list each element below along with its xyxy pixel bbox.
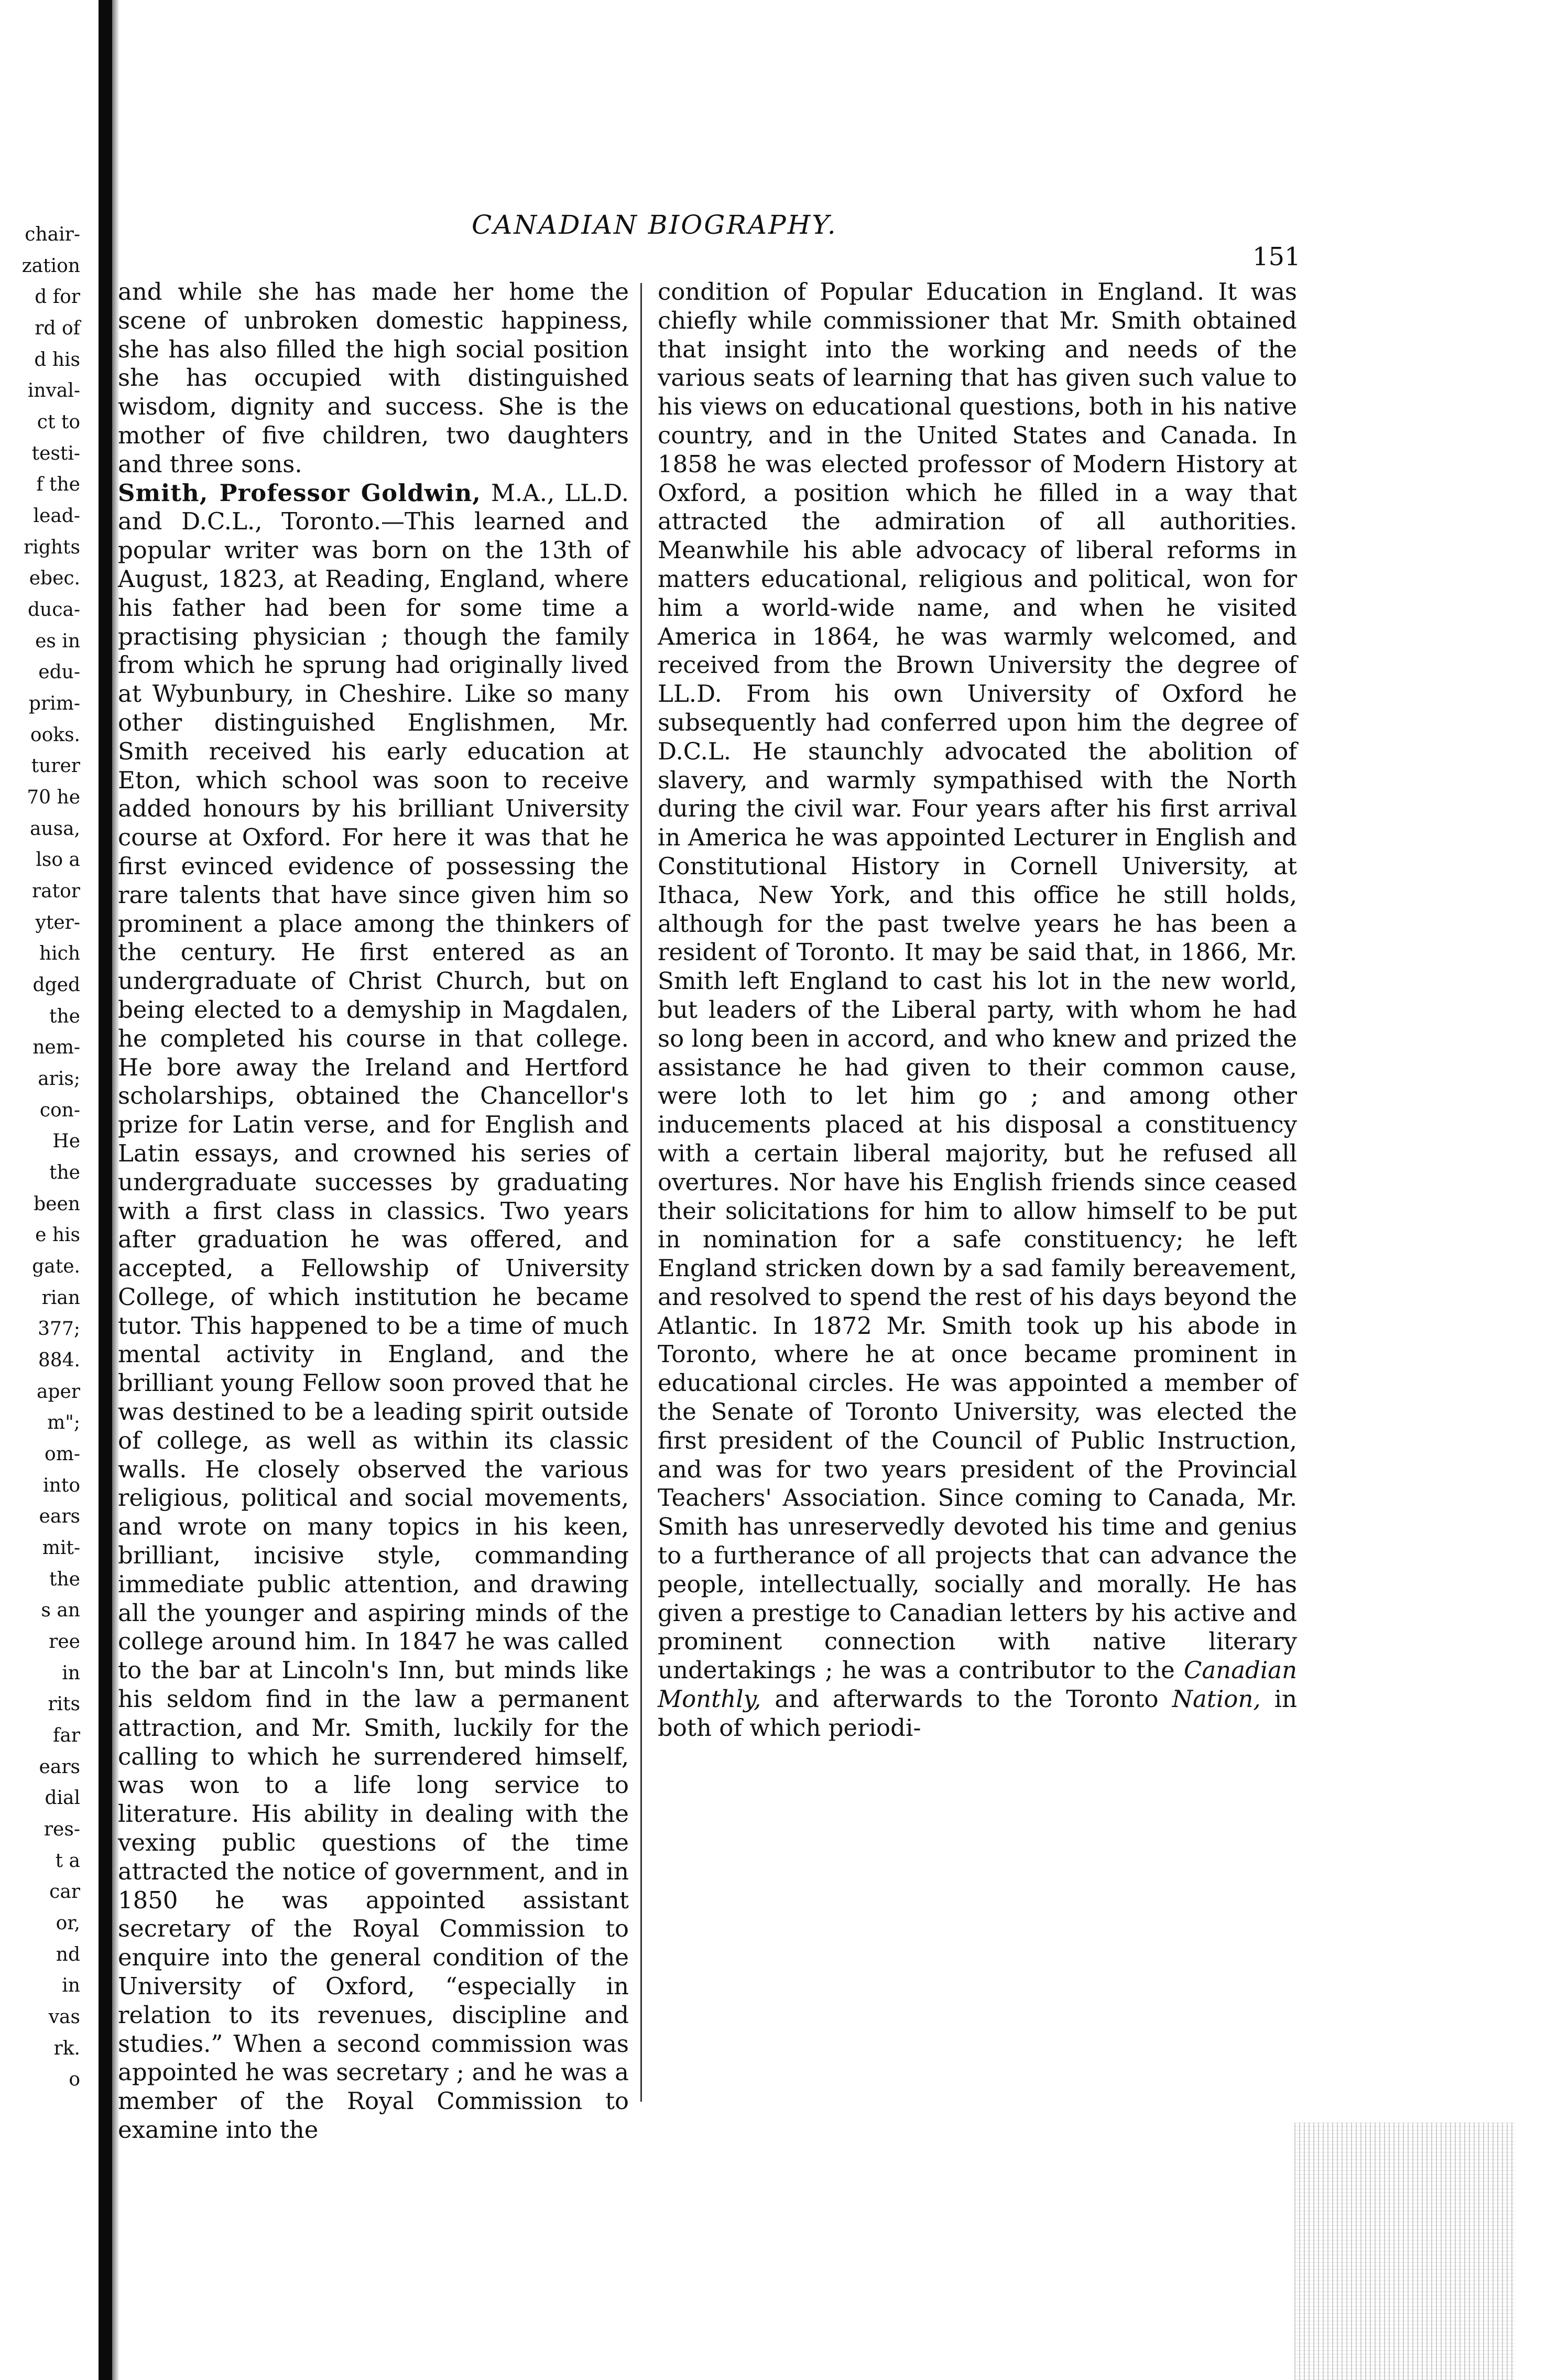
facing-page-line: He bbox=[52, 1131, 80, 1152]
facing-page-line: ree bbox=[49, 1631, 80, 1653]
facing-page-line: ct to bbox=[37, 411, 80, 433]
facing-page-line: f the bbox=[36, 474, 80, 495]
facing-page-line: the bbox=[49, 1569, 80, 1590]
facing-page-line: t a bbox=[55, 1850, 80, 1872]
facing-page-line: mit- bbox=[42, 1537, 80, 1559]
binding-gutter bbox=[99, 0, 112, 2380]
facing-page-line: in bbox=[62, 1662, 80, 1684]
facing-page-line: rits bbox=[48, 1693, 80, 1715]
facing-page-line: 70 he bbox=[27, 787, 80, 808]
right-column bbox=[658, 278, 1297, 2149]
facing-page-line: the bbox=[49, 1162, 80, 1183]
column-divider bbox=[640, 283, 642, 2102]
italic-title: Canadian Monthly, bbox=[658, 1656, 1297, 1713]
entry-text: M.A., LL.D. and D.C.L., Toronto.—This learned and popular writer was born on the 13th of August, 1823, at Reading, England, where his father had been for some time a practising physician ; though the family from which he sprung had originally lived at Wybunbury, in Cheshire. Like so many other distinguished Englishmen, Mr. Smith received his early education at Eton, which school was soon to receive added honours by his brilliant University course at Oxford. For here it was that he first evinced evidence of possessing the rare talents that have since given him so prominent a place among the thinkers of the century. He first entered as an undergraduate of Christ Church, but on being elected to a demyship in Magdalen, he completed his course in that college. He bore away the Ireland and Hertford scholarships, obtained the Chancellor's prize for Latin verse, and for English and Latin essays, and crowned his series of undergraduate successes by graduating with a first class in classics. Two years after graduation he was offered, and accepted, a Fellowship of University College, of which institution he became tutor. This happened to be a time of much mental activity in England, and the brilliant young Fellow soon proved that he was destined to be a leading spirit outside of college, as well as within its classic walls. He closely observed the various religious, political and social movements, and wrote on many topics in his keen, brilliant, incisive style, commanding immediate public attention, and drawing all the younger and aspiring minds of the college around him. In 1847 he was called to the bar at Lincoln's Inn, but minds like his seldom find in the law a permanent attraction, and Mr. Smith, luckily for the calling to which he surrendered himself, was won to a life long service to literature. His ability in dealing with the vexing public questions of the time attracted the notice of government, and in 1850 he was appointed assistant secretary of the Royal Commission to enquire into the general condition of the University of Oxford, “especially in relation to its revenues, discipline and studies.” When a second commission was appointed he was secretary ; and he was a member of the Royal Commission to examine into the bbox=[118, 479, 629, 2144]
facing-page-line: the bbox=[49, 1006, 80, 1027]
facing-page-line: zation bbox=[21, 255, 80, 277]
facing-page-line: o bbox=[69, 2069, 80, 2090]
facing-page-line: turer bbox=[31, 755, 80, 777]
page-number: 151 bbox=[1252, 242, 1301, 271]
facing-page-line: rator bbox=[31, 881, 80, 902]
facing-page-line: dial bbox=[45, 1787, 80, 1809]
facing-page-line: nd bbox=[56, 1944, 80, 1965]
italic-title: Nation, bbox=[1172, 1685, 1261, 1713]
facing-page-line: es in bbox=[35, 631, 80, 652]
paragraph-continuation: and while she has made her home the scene of unbroken domestic happiness, she has also filled the high social position she has occupied with distinguished wisdom, dignity and success. She is the mother of five children, two daughters and three sons. bbox=[118, 278, 629, 478]
facing-page-line: d for bbox=[35, 286, 80, 308]
facing-page-line: ears bbox=[39, 1506, 80, 1527]
facing-page-line: prim- bbox=[28, 693, 80, 714]
facing-page-line: rian bbox=[41, 1287, 80, 1309]
facing-page-line: yter- bbox=[35, 912, 80, 933]
facing-page-line: vas bbox=[48, 2006, 80, 2028]
facing-page-line: lso a bbox=[36, 849, 80, 871]
facing-page-line: dged bbox=[32, 974, 80, 996]
facing-page-line: rk. bbox=[53, 2038, 80, 2059]
facing-page-line: far bbox=[53, 1725, 80, 1746]
facing-page-line: ausa, bbox=[29, 818, 80, 840]
paragraph-continued bbox=[658, 278, 1297, 1743]
facing-page-line: aper bbox=[36, 1381, 80, 1403]
facing-page-line: ooks. bbox=[30, 724, 80, 746]
text-segment: condition of Popular Education in England. It was chiefly while commissioner that Mr. Smith obtained that insight into the working and needs of the various seats of learning that has given such value to his views on educational questions, both in his native country, and in the United States and Canada. In 1858 he was elected professor of Modern History at Oxford, a position which he filled in a way that attracted the admiration of all authorities. Meanwhile his able advocacy of liberal reforms in matters educational, religious and political, won for him a world-wide name, and when he visited America in 1864, he was warmly welcomed, and received from the Brown University the degree of LL.D. From his own University of Oxford he subsequently had conferred upon him the degree of D.C.L. He staunchly advocated the abolition of slavery, and warmly sympathised with the North during the civil war. Four years after his first arrival in America he was appointed Lecturer in English and Constitutional History in Cornell University, at Ithaca, New York, and this office he still holds, although for the past twelve years he has been a resident of Toronto. It may be said that, in 1866, Mr. Smith left England to cast his lot in the new world, but leaders of the Liberal party, with whom he had so long been in accord, and who knew and prized the assistance he had given to their common cause, were loth to let him go ; and among other inducements placed at his disposal a constituency with a certain liberal majority, but he refused all overtures. Nor have his English friends since ceased their solicitations for him to allow himself to be put in nomination for a safe constituency; he left England stricken down by a sad family bereavement, and resolved to spend the rest of his days beyond the Atlantic. In 1872 Mr. Smith took up his abode in Toronto, where he at once became prominent in educational circles. He was appointed a member of the Senate of Toronto University, was elected the first president of the Council of Public Instruction, and was for two years president of the Provincial Teachers' Association. Since coming to Canada, Mr. Smith has unreservedly devoted his time and genius to a furtherance of all projects that can advance the people, intellectually, socially and morally. He has given a prestige to Canadian letters by his active and prominent connection with native literary undertakings ; he was a contributor to the bbox=[658, 278, 1297, 1685]
facing-page-line: e his bbox=[35, 1224, 80, 1246]
facing-page-line: 377; bbox=[38, 1318, 80, 1340]
left-column bbox=[118, 278, 629, 2149]
facing-page-line: gate. bbox=[32, 1256, 80, 1277]
facing-page-line: in bbox=[62, 1975, 80, 1996]
facing-page-line: rd of bbox=[35, 318, 80, 339]
facing-page-line: m"; bbox=[47, 1412, 80, 1433]
facing-page-line: testi- bbox=[31, 443, 80, 464]
running-head: CANADIAN BIOGRAPHY. bbox=[472, 210, 837, 240]
text-segment: and afterwards to the Toronto bbox=[761, 1685, 1172, 1713]
facing-page-line: duca- bbox=[27, 599, 80, 621]
facing-page-line: hich bbox=[39, 943, 80, 964]
facing-page-line: ebec. bbox=[29, 568, 80, 589]
facing-page-line: d his bbox=[34, 349, 80, 371]
scan-noise bbox=[1294, 2123, 1515, 2380]
facing-page-line: s an bbox=[41, 1600, 80, 1621]
biography-entry bbox=[118, 479, 629, 2145]
facing-page-line: om- bbox=[45, 1443, 80, 1465]
facing-page-fragment bbox=[0, 225, 86, 2102]
entry-name: Smith, Professor Goldwin, bbox=[118, 479, 481, 507]
facing-page-line: edu- bbox=[38, 661, 80, 683]
facing-page-line: res- bbox=[43, 1819, 80, 1840]
facing-page-line: 884. bbox=[38, 1350, 80, 1371]
facing-page-line: or, bbox=[56, 1912, 80, 1934]
facing-page-line: nem- bbox=[32, 1037, 80, 1058]
facing-page-line: aris; bbox=[38, 1068, 80, 1090]
facing-page-line: con- bbox=[39, 1100, 80, 1121]
facing-page-line: ears bbox=[39, 1756, 80, 1778]
facing-page-line: been bbox=[34, 1193, 80, 1215]
facing-page-line: car bbox=[49, 1881, 80, 1903]
text-segment: in both of which periodi- bbox=[658, 1685, 1297, 1742]
facing-page-line: lead- bbox=[33, 505, 80, 527]
facing-page-line: rights bbox=[24, 537, 80, 558]
facing-page-line: into bbox=[43, 1475, 80, 1496]
facing-page-line: chair- bbox=[25, 225, 80, 245]
facing-page-line: inval- bbox=[27, 380, 80, 401]
